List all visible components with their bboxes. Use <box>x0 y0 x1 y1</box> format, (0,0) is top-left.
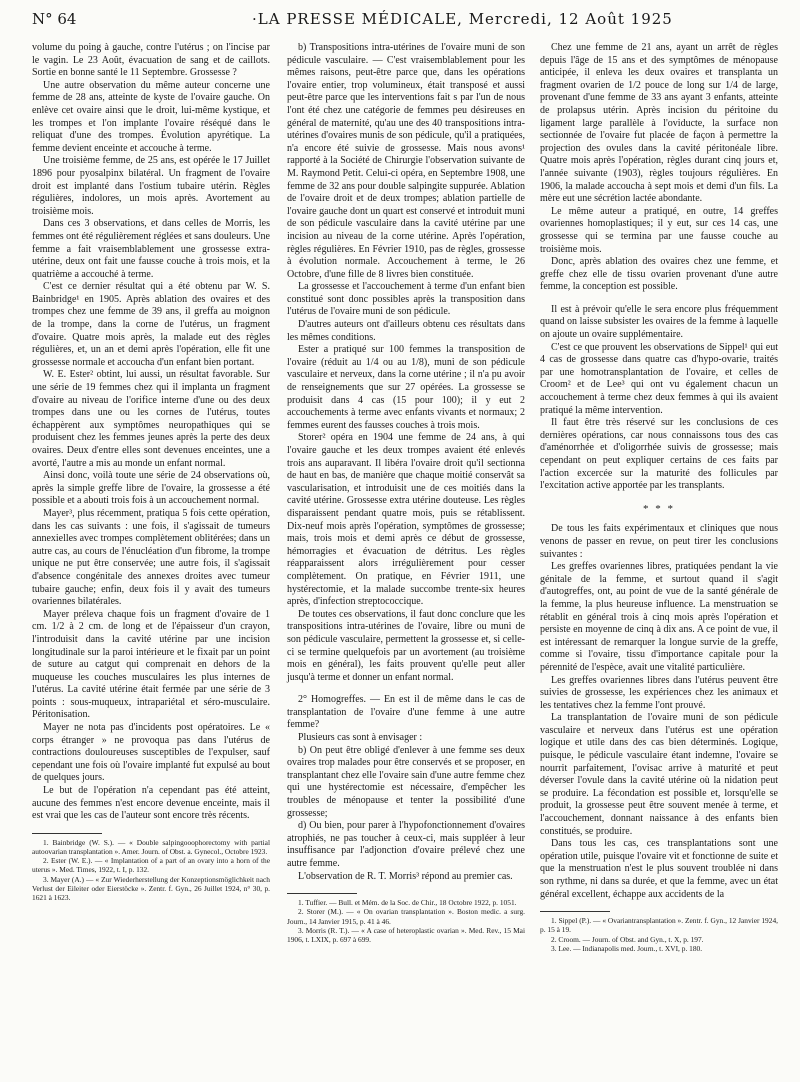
footnote: 3. Lee. — Indianapolis med. Journ., t. XVI, p. 180. <box>551 943 703 953</box>
paragraph: Chez une femme de 21 ans, ayant un arrêt de règles depuis l'âge de 15 ans et des symptômes de ménopause anticipée, il enleva les deux ovaires et transplanta un fragment ovarien de 1/2 pouce de long sur 1/4 de large, provenant d'une femme de 33 ans ayant 3 enfants, atteinte de prolapsus utérin. Après incision du péritoine du ligament large parallèle à l'oviducte, la surface non sectionnée de l'ovaire fut placée de façon à permettre la projection des ovules dans la cavité péritonéale libre. Quatre mois après l'opération, règles durant cinq jours et, l'année suivante (1903), règles toujours régulières. En 1906, la malade accoucha à sept mois et demi d'un fils. La mère eut une sécrétion lactée abondante. <box>540 42 778 205</box>
paragraph: Le but de l'opération n'a cependant pas été atteint, aucune des femmes n'est encore devenue enceinte, mais il est vrai que les cas de l'auteur sont encore très récents. <box>32 785 270 822</box>
paragraph: Storer² opéra en 1904 une femme de 24 ans, à qui l'ovaire gauche et les deux trompes avaient été enlevés trois ans auparavant. Il libéra l'ovaire droit qu'il sectionna de haut en bas, de manière que chaque moitié conservât sa vascularisation, et introduisit une de ces moitiés dans la cavité utérine. Grossesse extra utérine douteuse. Les règles disparaissent pendant quatre mois, puis se rétablissent. Dix-neuf mois après l'opération, symptômes de grossesse; mais, trois mois et demi après ce début de grossesse, hémorragies et évacuation de détritus. Les règles réapparaissent alors irrégulièrement pour cesser complètement. On pratique, en Février 1911, une hystérectomie, et la malade succombe trente-six heures après, d'infection streptococcique. <box>287 432 525 608</box>
running-title: ·LA PRESSE MÉDICALE, Mercredi, 12 Août 1925 <box>252 10 673 28</box>
column-right <box>540 42 778 953</box>
footnote: 3. Morris (R. T.). — « A case of heteroplastic ovarian ». Med. Rev., 15 Mai 1906, t. LXIX, p. 697 à 699. <box>287 925 525 944</box>
paragraph: Les greffes ovariennes libres dans l'utérus peuvent être suivies de grossesse, les expériences chez les animaux et les tentatives chez la femme l'ont prouvé. <box>540 674 778 711</box>
footnote: 1. Tuffier. — Bull. et Mém. de la Soc. de Chir., 18 Octobre 1922, p. 1051. <box>298 898 517 908</box>
footnote-rule <box>32 833 102 834</box>
paragraph: b) Transpositions intra-utérines de l'ovaire muni de son pédicule vasculaire. — C'est vraisemblablement pour les mêmes raisons, peut-être parce que, dans les opérations l'ovaire entier, trop volumineux, était transposé et aussi peut-être parce que les interventions fait s par l'un de nous l'ont été chez une catégorie de femmes peu désireuses en général de maternité, qu'au une des 40 transpositions intra-utérines d'ovaires munis de son pédicule, qu'il a pratiquées, n'a encore été suivie de grossesse. Mais nous avons¹ rapporté à la Société de Chirurgie l'observation suivante de M. Raymond Petit. Celui-ci opéra, en Septembre 1908, une femme de 32 ans pour double salpingite suppurée. Ablation de l'ovaire droit et de deux trompes; ablation partielle de l'ovaire gauche dont un quart est conservé et introduit muni de son pédicule vasculaire dans la cavité utérine par une incision au niveau de la corne utérine. Après l'opération, règles régulières. En Février 1910, pas de règles, grossesse à évolution normale. Accouchement à terme, le 26 Octobre, d'une fille de 8 livres bien constituée. <box>287 42 526 280</box>
paragraph: Mayer préleva chaque fois un fragment d'ovaire de 1 cm. 1/2 à 2 cm. de long et de l'épaisseur d'un crayon, l'introduisit dans la cavité utérine par une incision longitudinale sur la paroi intérieure et le fixait par un point de suture au catgut qui comprenait en dehors de la muqueuse les couches musculaires les plus internes de l'utérus. La cavité utérine était fermée par une série de 3 points : sous-muqueux, intrapariétal et séro-musculaire. Péritonisation. <box>32 608 270 721</box>
footnote: 3. Mayer (A.) — « Zur Wiederherstellung der Konzeptionsmöglichkeit nach Verlust der Eileiter oder Eierstöcke ». Zentr. f. Gyn., 26 Juillet 1924, n° 30, p. 1621 à 1623. <box>32 874 270 903</box>
paragraph: L'observation de R. T. Morris³ répond au premier cas. <box>298 870 513 882</box>
paragraph: Il faut être très réservé sur les conclusions de ces dernières opérations, car nous connaissons tous des cas d'aménorrhée et d'oligorrhée suivis de grossesse; mais cependant on peut expliquer certains de ces faits par l'action excercée sur la maturité des follicules par l'excitation active apportée par les transplants. <box>540 417 778 492</box>
paragraph: De toutes ces observations, il faut donc conclure que les transpositions intra-utérines de l'ovaire, libre ou muni de son pédicule vasculaire, permettent la grossesse et, si celle-ci se termine quelquefois par un avortement (au troisième mois en général), les faits prouvent qu'elle peut aller jusqu'à terme et donner un enfant normal. <box>287 608 525 683</box>
paragraph: volume du poing à gauche, contre l'utérus ; on l'incise par le vagin. Le 23 Août, évacuation de sang et de caillots. Sortie en bonne santé le 11 Septembre. Grossesse ? <box>32 42 270 79</box>
paragraph: Dans tous les cas, ces transplantations sont une opération utile, puisque l'ovaire vit et fonctionne de suite et que la menstruation n'est le plus souvent troublée ni dans son rythme, ni dans sa durée, et que la femme, avec un état général excellent, échappe aux accidents de la <box>540 838 778 900</box>
paragraph: Les greffes ovariennes libres, pratiquées pendant la vie génitale de la femme, et surtout quand il s'agit d'autogreffes, ont, au point de vue de la santé générale de la femme, la plus heureuse influence. La menstruation se rétablit en général trois à cinq mois après l'opération et persiste en moyenne de cinq à dix ans. A ce point de vue, il est intéressant de remarquer la longue survie de la greffe, comme si l'ovaire, tissu d'importance capitale pour la pérennité de l'espèce, avait une vitalité particulière. <box>540 561 778 673</box>
paragraph: De tous les faits expérimentaux et cliniques que nous venons de passer en revue, on peut tirer les conclusions suivantes : <box>540 523 778 560</box>
footnote: 2. Storer (M.). — « On ovarian transplantation ». Boston medic. a surg. Journ., 14 Janvier 1915, p. 41 à 46. <box>287 907 525 926</box>
paragraph: Une autre observation du même auteur concerne une femme de 28 ans, atteinte de kyste de l'ovaire gauche. On enlève cet ovaire ainsi que le droit, lui-même kystique, et les trompes et l'on implante l'ovaire réséqué dans le reliquat d'une des trompes. Évolution apyrétique. La femme devient enceinte et accouche à terme. <box>32 79 270 154</box>
footnote-rule <box>287 893 357 894</box>
footnote: 2. Croom. — Journ. of Obst. and Gyn., t. X, p. 197. <box>551 934 704 944</box>
page-header <box>32 8 768 32</box>
paragraph: La transplantation de l'ovaire muni de son pédicule vasculaire et nerveux dans l'utérus est une opération logique et utile dans des cas bien déterminés. Logique, puisque, le pédicule vasculaire étant indemne, l'ovaire se nourrit parfaitement, l'ovisac arrive à maturité et peut déverser l'ovule dans la cavité utérine où la nidation peut se produire. La fécondation est possible et, lorsqu'elle se produit, la grossesse peut être souvent menée à terme, et l'accouchement, donnant naissance à des enfants bien constitués, se produire. <box>540 712 778 837</box>
paragraph: Une troisième femme, de 25 ans, est opérée le 17 Juillet 1896 pour pyosalpinx bilatéral. Un fragment de l'ovaire droit est implanté dans l'ostium tubaire utérin. Règles régulières, indolores, un mois après. Avortement au troisième mois. <box>32 155 270 217</box>
paragraph: D'autres auteurs ont d'ailleurs obtenu ces résultats dans les mêmes conditions. <box>287 319 525 343</box>
paragraph: C'est ce dernier résultat qui a été obtenu par W. S. Bainbridge¹ en 1905. Après ablation des ovaires et des trompes chez une femme de 39 ans, il greffa au moignon de la trompe, dans la corne de l'utérus, un fragment d'ovaire. Quatre mois après, la malade eut des règles régulières, et, un an et demi après l'opération, elle fit une grossesse normale et accoucha d'un enfant bien portant. <box>32 281 270 368</box>
section-heading-paragraph: 2° Homogreffes. — En est il de même dans le cas de transplantation de l'ovaire d'une femme à une autre femme? <box>287 694 525 731</box>
paragraph: Il est à prévoir qu'elle le sera encore plus fréquemment quand on laisse subsister les ovaires de la femme à laquelle on ajoute un ovaire supplémentaire. <box>540 303 778 341</box>
footnote: 1. Bainbridge (W. S.). — « Double salpingooophorectomy with partial autoovarian transplantation ». Amer. Journ. of Obst. a. Gynecol., Octobre 1923. <box>32 837 270 857</box>
paragraph: Mayer³, plus récemment, pratiqua 5 fois cette opération, dans les cas suivants : une fois, il s'agissait de tumeurs annexielles avec trompes complètement oblitérées; dans un autre cas, au cours de l'énucléation d'un fibrome, la trompe unique ne put être conservée; une autre fois, il s'agissait d'absence congénitale des annexes droites avec tumeur tubaire gauche; enfin, deux fois il y avait des tumeurs ovariennes bilatérales. <box>32 507 270 608</box>
footnote: 2. Ester (W. E.). — « Implantation of a part of an ovary into a horn of the uterus ». Med. Times, 1922, t. I, p. 132. <box>32 856 270 875</box>
paragraph: Mayer ne nota pas d'incidents post opératoires. Le « corps étranger » ne provoqua pas dans l'utérus de contractions douloureuses susceptibles de l'expulser, sauf cependant une fois où l'ovaire implanté fut expulsé au bout de quelques jours. <box>32 722 270 784</box>
paragraph: Dans ces 3 observations, et dans celles de Morris, les femmes ont été régulièrement réglées et sans douleurs. Une femme a fait vraisemblablement une grossesse extra-utérine, deux ont fait une fausse couche à trois mois, et la quatrième a accouché à terme. <box>32 218 270 280</box>
page-number: N° 64 <box>32 10 77 28</box>
column-middle <box>287 42 525 944</box>
paragraph: Ester a pratiqué sur 100 femmes la transposition de l'ovaire (réduit au 1/4 ou au 1/8), muni de son pédicule vasculaire et nerveux, dans la corne utérine ; il n'a pu avoir de renseignements que sur 27 opérées. La grossesse se produisit dans 4 cas (15 pour 100); il y eut 2 accouchements à terme avec enfants vivants et normaux; 2 femmes eurent des fausses couches à trois mois. <box>287 344 525 431</box>
paragraph: b) On peut être obligé d'enlever à une femme ses deux ovaires trop malades pour être conservés et se proposer, en transplantant chez elle l'ovaire sain d'une autre femme chez qui une hystérectomie est nécessaire, d'empêcher les troubles de ménopause et tenter la possibilité d'une grossesse; <box>287 744 525 819</box>
footnote-rule <box>540 911 610 912</box>
paragraph: W. E. Ester² obtint, lui aussi, un résultat favorable. Sur une série de 19 femmes chez qui il implanta un fragment d'ovaire au niveau de l'orifice interne d'une ou des deux trompes dans une ou les cornes de l'utérus, toutes échappèrent aux symptômes neuropathiques qui se produisent chez les femmes jeunes après la perte des deux ovaires. Deux d'entre elles sont devenues enceintes, une a avorté, l'autre a mis au monde un enfant normal. <box>32 369 270 469</box>
paragraph: Le même auteur a pratiqué, en outre, 14 greffes ovariennes homoplastiques; il y eut, sur ces 14 cas, une grossesse qui se termina par une fausse couche au troisième mois. <box>540 205 778 255</box>
paragraph: Ainsi donc, voilà toute une série de 24 observations où, après la simple greffe libre de l'ovaire, la grossesse a été possible et a abouti trois fois à un accouchement normal. <box>32 470 270 507</box>
section-separator-stars: * * * <box>643 502 675 515</box>
column-left <box>32 42 270 902</box>
paragraph: C'est ce que prouvent les observations de Sippel¹ qui eut 4 cas de grossesse dans quatre cas d'hypo-ovarie, traités par une homotransplantation de l'ovaire, et celles de Croom² et de Lee³ qui ont vu également chacun un accouchement à terme chez deux femmes à qui ils avaient pratiqué la même intervention. <box>540 341 778 416</box>
paragraph: d) Ou bien, pour parer à l'hypofonctionnement d'ovaires atrophiés, ne pas toucher à ceux-ci, mais suppléer à leur insuffisance par l'adjonction d'ovaire prélevé chez une autre femme. <box>287 820 525 869</box>
paragraph: La grossesse et l'accouchement à terme d'un enfant bien constitué sont donc possibles après la transposition dans l'utérus de l'ovaire muni de son pédicule. <box>287 281 525 318</box>
paragraph: Donc, après ablation des ovaires chez une femme, et greffe chez elle de tissu ovarien provenant d'une autre femme, la conception est possible. <box>540 256 778 293</box>
footnote: 1. Sippel (P.). — « Ovariantransplantation ». Zentr. f. Gyn., 12 Janvier 1924, p. 15 à 19. <box>540 916 778 935</box>
paragraph: Plusieurs cas sont à envisager : <box>298 732 423 744</box>
